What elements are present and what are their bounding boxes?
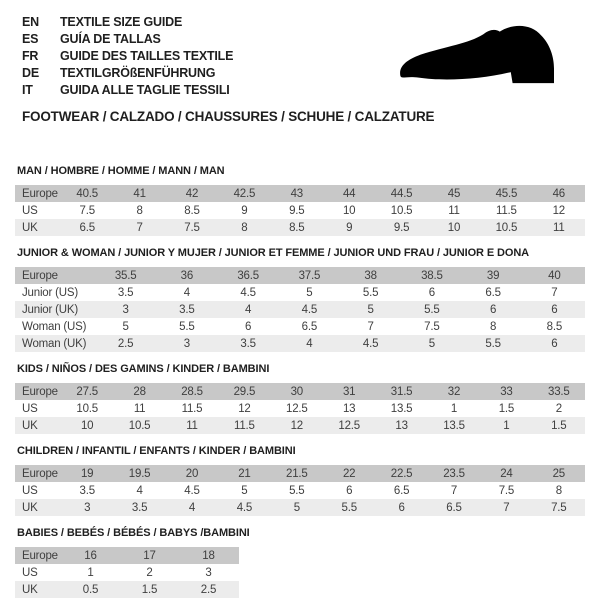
size-cell: 5 [306,286,313,299]
size-cell: 10.5 [390,204,413,217]
row-label: US [22,402,38,415]
size-cell: 3.5 [179,303,195,316]
size-cell: 8.5 [184,204,200,217]
size-cell: 33 [500,385,513,398]
size-cell: 12 [238,402,251,415]
size-cell: 6.5 [301,320,318,333]
size-cell: 6.5 [393,484,410,497]
size-cell: 7 [136,221,143,234]
dress-shoe-icon [390,16,580,108]
row-label: UK [22,419,38,432]
size-cell: 33.5 [548,385,570,398]
size-cell: 3 [122,303,129,316]
size-cell: 3 [84,501,91,514]
header [0,0,600,124]
size-cell: 27.5 [76,385,98,398]
size-cell: 11.5 [496,204,517,217]
size-cell: 6.5 [446,501,462,514]
size-cell: 9 [241,204,248,217]
size-cell: 28.5 [181,385,203,398]
row-label: UK [22,221,38,234]
row-label: UK [22,583,38,596]
row-label: Woman (UK) [22,337,87,350]
size-cell: 13 [342,402,356,415]
size-cell: 22 [342,467,356,480]
table-row [15,417,585,434]
size-cell: 5 [241,484,248,497]
size-cell: 6 [398,501,405,514]
table-row [15,335,585,352]
size-cell: 1 [503,419,510,432]
table-row [15,267,585,284]
size-cell: 5 [293,501,300,514]
row-label: Europe [22,187,58,200]
size-cell: 5 [122,320,129,333]
section-title: BABIES / BEBÉS / BÉBÉS / BABYS /BAMBINI [17,527,250,539]
size-cell: 17 [143,549,156,562]
table-row [15,219,585,236]
row-label: Europe [22,385,58,398]
size-cell: 11 [448,204,460,217]
size-cell: 35.5 [114,269,137,282]
size-cell: 13 [395,419,408,432]
size-cell: 44 [342,187,356,200]
size-cell: 25 [552,467,565,480]
size-cell: 23.5 [443,467,465,480]
size-cell: 1 [450,402,458,415]
size-cell: 28 [133,385,146,398]
size-cell: 30 [290,385,303,398]
size-table-man [15,185,585,236]
language-code: EN [22,15,39,29]
size-cell: 4.5 [184,484,200,497]
size-cell: 5.5 [341,501,357,514]
size-cell: 36.5 [237,269,259,282]
section-children [15,444,585,516]
table-row [15,400,585,417]
size-cell: 42.5 [233,187,256,200]
language-code: DE [22,66,39,80]
size-cell: 42 [185,187,199,200]
size-cell: 5 [367,303,374,316]
size-cell: 44.5 [390,187,413,200]
size-cell: 45.5 [495,187,518,200]
size-cell: 4.5 [301,303,318,316]
size-cell: 13.5 [443,419,465,432]
size-cell: 4.5 [236,501,253,514]
size-cell: 1.5 [551,419,567,432]
row-label: US [22,204,38,217]
size-cell: 8 [241,221,248,234]
size-cell: 2 [146,566,153,579]
size-cell: 8 [555,484,562,497]
size-cell: 5 [428,337,435,350]
size-cell: 6 [551,303,558,316]
section-title: CHILDREN / INFANTIL / ENFANTS / KINDER / BAMBINI [17,445,296,457]
size-cell: 3.5 [240,337,256,350]
size-cell: 36 [180,269,194,282]
size-cell: 7 [503,501,510,514]
size-table-junior-woman [15,267,585,352]
size-cell: 8.5 [289,221,305,234]
size-cell: 5.5 [289,484,305,497]
table-row [15,383,585,400]
language-label: TEXTILE SIZE GUIDE [60,15,183,29]
section-title: JUNIOR & WOMAN / JUNIOR Y MUJER / JUNIOR ET FEMME / JUNIOR UND FRAU / JUNIOR E DONA [17,247,530,259]
size-table-babies [15,547,585,598]
size-cell: 5.5 [362,286,379,299]
size-cell: 43 [290,187,303,200]
size-cell: 6 [551,337,558,350]
size-cell: 37.5 [298,269,321,282]
row-label: UK [22,501,38,514]
size-cell: 10.5 [128,419,151,432]
size-cell: 40.5 [76,187,98,200]
size-cell: 10 [80,419,94,432]
size-cell: 29.5 [233,385,256,398]
size-cell: 6.5 [485,286,501,299]
size-cell: 5.5 [179,320,195,333]
row-label: Junior (UK) [22,303,78,316]
table-row [15,185,585,202]
size-cell: 4 [183,286,190,299]
size-cell: 7 [367,320,374,333]
language-code: ES [22,32,39,46]
size-cell: 21 [238,467,251,480]
size-cell: 1 [87,566,94,579]
size-cell: 11.5 [234,419,255,432]
section-babies [15,526,585,598]
size-cell: 10.5 [76,402,98,415]
size-cell: 2 [555,402,562,415]
row-label: Junior (US) [22,286,78,299]
size-cell: 1.5 [498,402,515,415]
table-row [15,499,585,516]
size-table-children [15,465,585,516]
language-label: GUIDA ALLE TAGLIE TESSILI [60,83,230,97]
size-cell: 3.5 [117,286,134,299]
size-cell: 6 [428,286,435,299]
table-row [15,284,585,301]
table-row [15,581,239,598]
table-row [15,301,585,318]
size-cell: 7.5 [551,501,567,514]
table-row [15,547,239,564]
size-cell: 45 [447,187,461,200]
size-cell: 3 [205,566,212,579]
language-label: TEXTILGRÖßENFÜHRUNG [60,66,216,80]
size-cell: 24 [500,467,513,480]
table-row [15,465,585,482]
table-row [15,482,585,499]
row-label: US [22,566,38,579]
size-cell: 9.5 [289,204,305,217]
size-cell: 40 [548,269,561,282]
size-cell: 13.5 [390,402,413,415]
size-cell: 3.5 [79,484,95,497]
size-cell: 7.5 [498,484,515,497]
size-cell: 5.5 [424,303,440,316]
row-label: Europe [22,269,58,282]
size-cell: 21.5 [286,467,308,480]
size-cell: 10 [342,204,356,217]
size-cell: 20 [185,467,199,480]
row-label: US [22,484,38,497]
size-cell: 46 [552,187,565,200]
size-cell: 3 [183,337,190,350]
size-cell: 3.5 [131,501,148,514]
size-cell: 10.5 [495,221,518,234]
size-cell: 4.5 [362,337,379,350]
section-kids [15,362,585,434]
size-tables [0,164,600,598]
size-cell: 11.5 [181,402,203,415]
size-cell: 2.5 [117,337,134,350]
size-cell: 8 [136,204,143,217]
size-cell: 38.5 [421,269,443,282]
size-cell: 31 [342,385,356,398]
size-cell: 6 [245,320,252,333]
language-code: FR [22,49,39,63]
size-cell: 6 [490,303,497,316]
size-cell: 11 [186,419,198,432]
table-row [15,202,585,219]
size-cell: 9 [346,221,353,234]
size-cell: 11 [553,221,565,234]
language-code: IT [22,83,33,97]
size-cell: 10 [447,221,461,234]
size-cell: 6 [346,484,353,497]
category-title: FOOTWEAR / CALZADO / CHAUSSURES / SCHUHE / CALZATURE [22,109,435,124]
size-cell: 32 [447,385,461,398]
size-cell: 38 [364,269,377,282]
size-cell: 7.5 [424,320,440,333]
size-table-kids [15,383,585,434]
size-cell: 4 [188,501,196,514]
section-junior-woman [15,246,585,352]
size-cell: 31.5 [390,385,413,398]
size-cell: 19.5 [128,467,151,480]
size-cell: 4 [136,484,143,497]
row-label: Europe [22,467,58,480]
size-cell: 19 [80,467,94,480]
language-label: GUÍA DE TALLAS [60,32,161,46]
size-cell: 4 [245,303,252,316]
size-cell: 6.5 [79,221,95,234]
size-cell: 7.5 [184,221,200,234]
size-cell: 16 [84,549,97,562]
size-cell: 18 [202,549,215,562]
size-cell: 4 [306,337,313,350]
size-cell: 8.5 [546,320,563,333]
size-cell: 1.5 [141,583,158,596]
size-cell: 12 [290,419,303,432]
size-cell: 7 [551,286,558,299]
section-title: KIDS / NIÑOS / DES GAMINS / KINDER / BAMBINI [17,363,270,375]
size-cell: 7.5 [79,204,95,217]
size-cell: 0.5 [82,583,99,596]
row-label: Woman (US) [22,320,87,333]
size-cell: 9.5 [393,221,410,234]
language-label: GUIDE DES TAILLES TEXTILE [60,49,234,63]
table-row [15,318,585,335]
size-cell: 8 [490,320,497,333]
size-cell: 41 [133,187,146,200]
size-cell: 12.5 [338,419,360,432]
size-cell: 2.5 [200,583,217,596]
size-cell: 12 [552,204,565,217]
row-label: Europe [22,549,58,562]
size-cell: 11 [133,402,146,415]
size-cell: 4.5 [240,286,256,299]
size-cell: 22.5 [390,467,413,480]
size-cell: 39 [486,269,500,282]
size-cell: 12.5 [286,402,308,415]
section-man [15,164,585,236]
table-row [15,564,239,581]
size-cell: 5.5 [485,337,501,350]
size-cell: 7 [450,484,458,497]
section-title: MAN / HOMBRE / HOMME / MANN / MAN [17,165,225,177]
